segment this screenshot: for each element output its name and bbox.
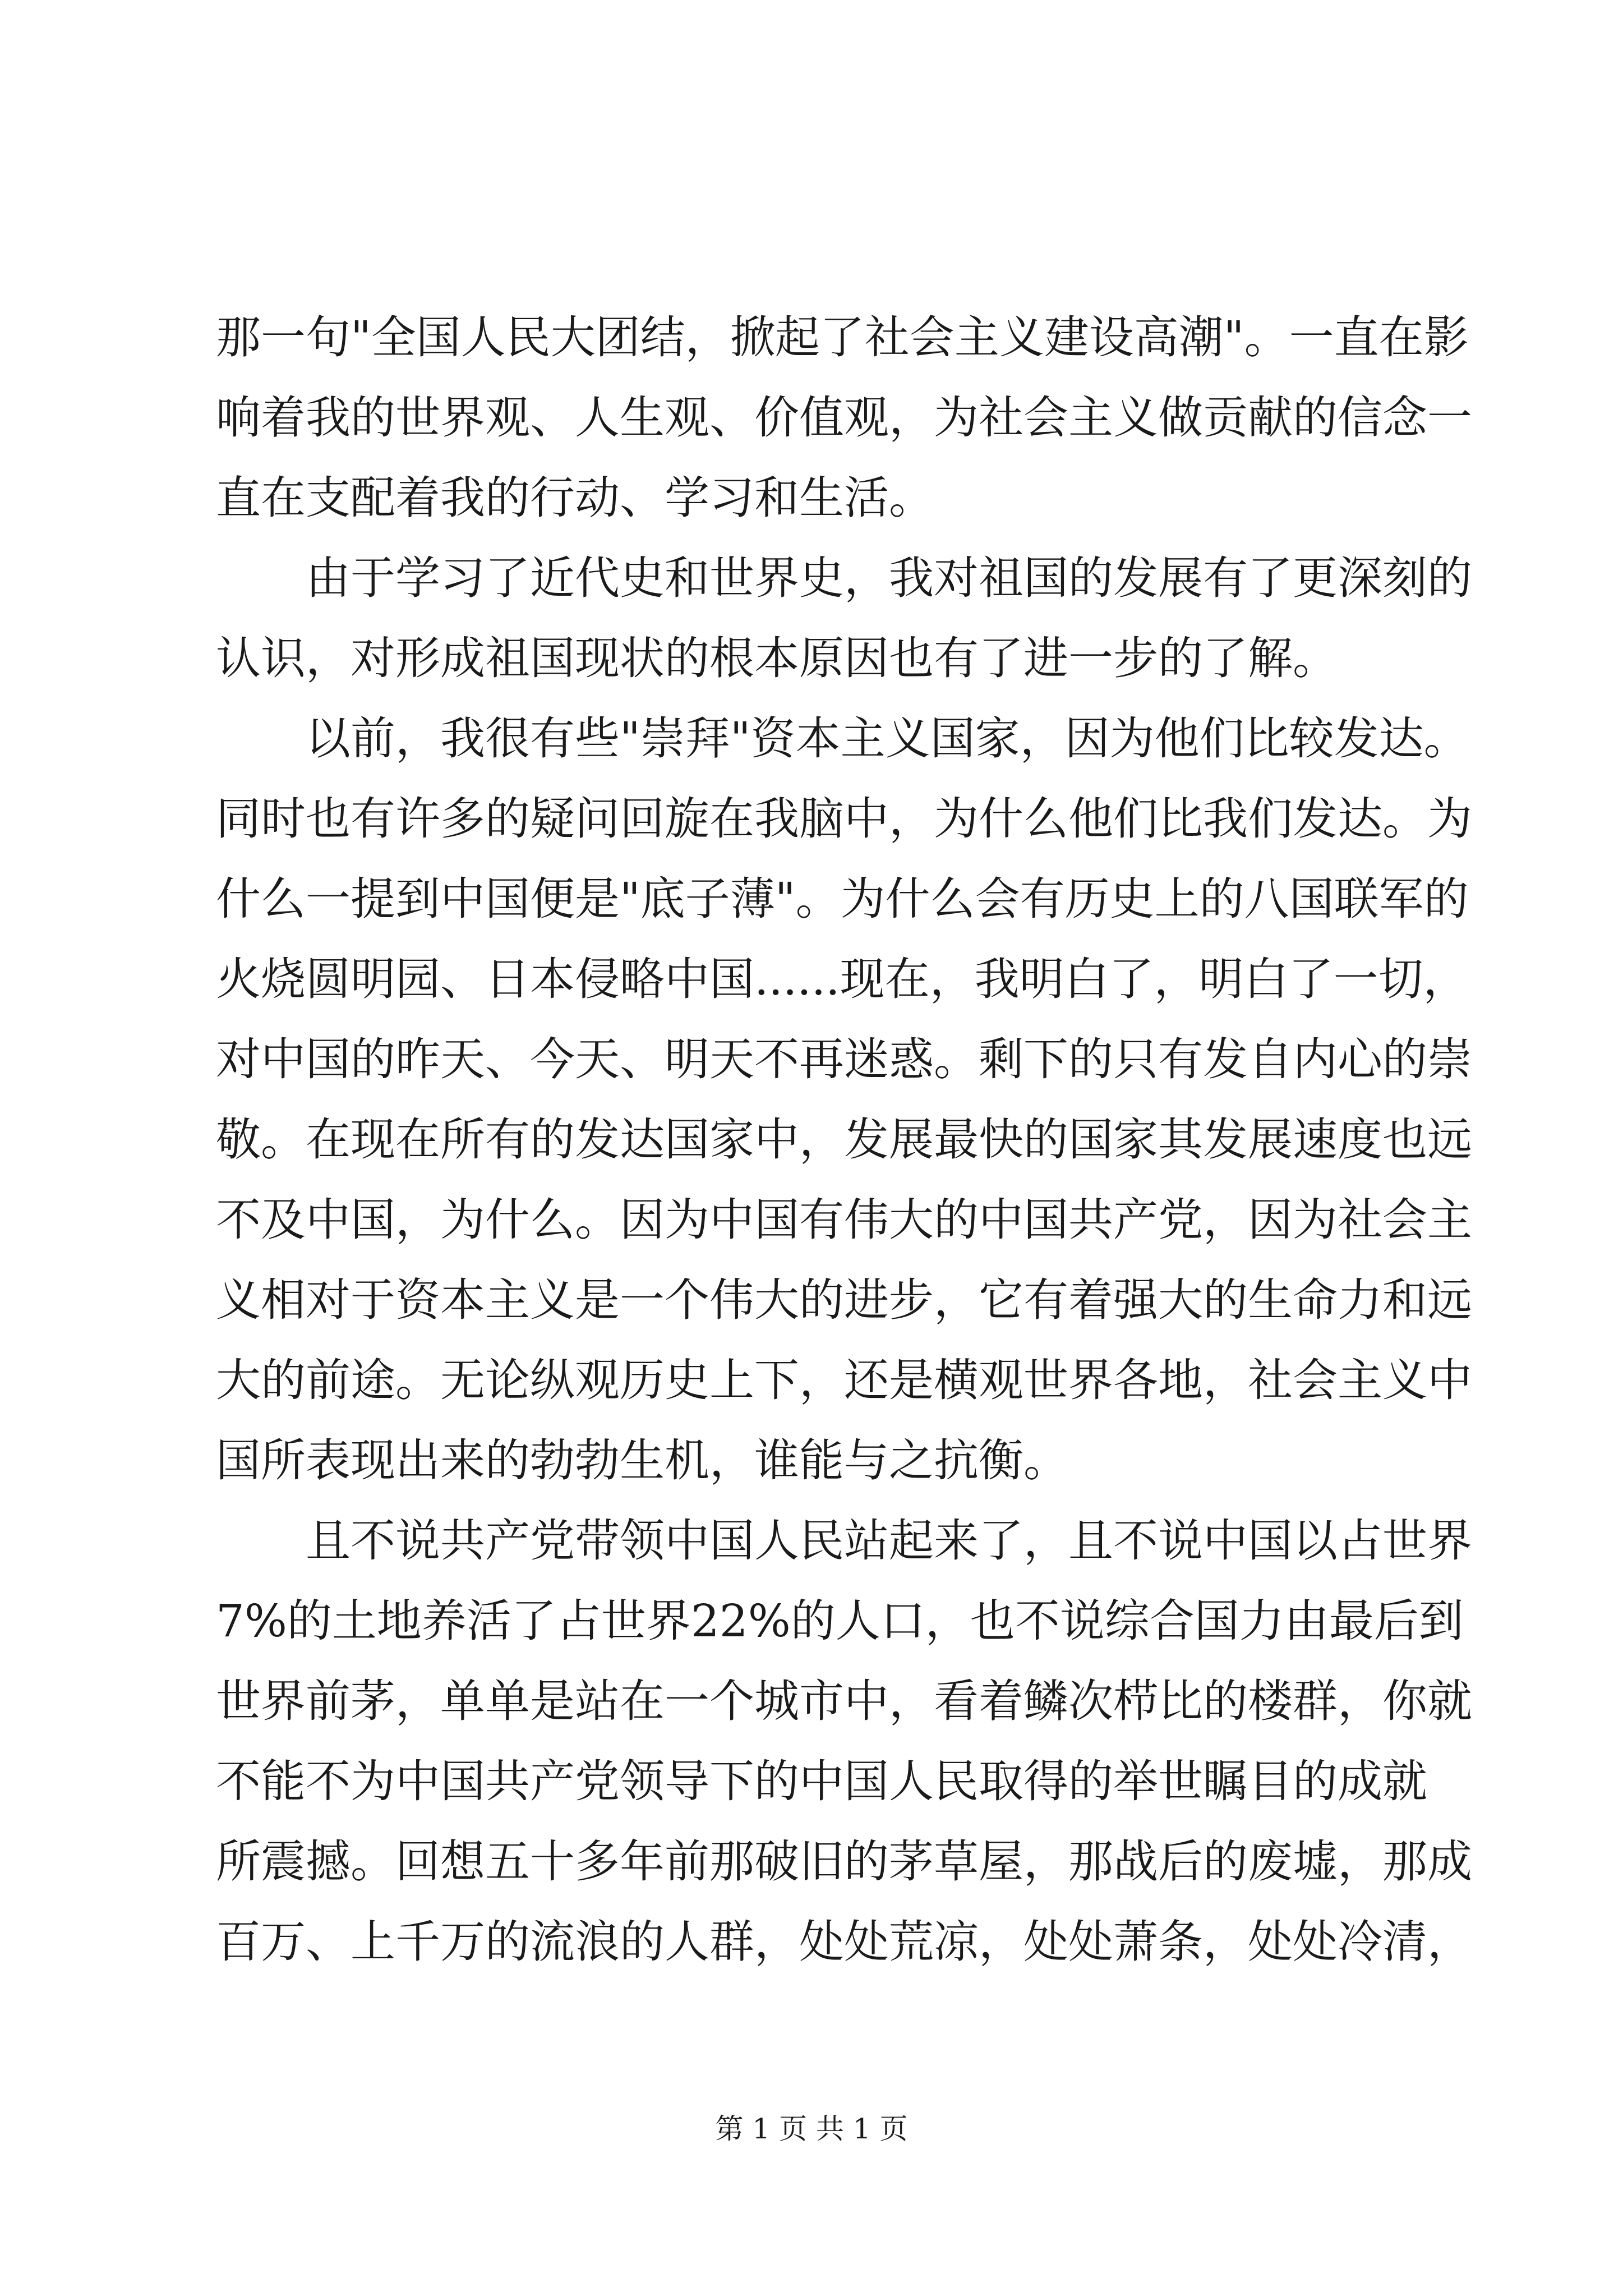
page-number-label: 第 1 页 共 1 页 <box>715 2113 908 2145</box>
text-line: 7%的土地养活了占世界22%的人口，也不说综合国力由最后到 <box>216 1595 1464 1647</box>
text-line: 同时也有许多的疑问回旋在我脑中，为什么他们比我们发达。为 <box>216 793 1472 845</box>
paragraph-4 <box>216 1501 1472 1982</box>
text-line: 认识，对形成祖国现状的根本原因也有了进一步的了解。 <box>216 632 1338 684</box>
text-line: 以前，我很有些"崇拜"资本主义国家，因为他们比较发达。 <box>306 712 1469 765</box>
text-line: 什么一提到中国便是"底子薄"。为什么会有历史上的八国联军的 <box>216 873 1469 925</box>
text-line: 义相对于资本主义是一个伟大的进步，它有着强大的生命力和远 <box>216 1274 1472 1326</box>
text-line: 且不说共产党带领中国人民站起来了，且不说中国以占世界 <box>306 1515 1472 1567</box>
text-line: 世界前茅，单单是站在一个城市中，看着鳞次栉比的楼群，你就 <box>216 1675 1472 1727</box>
text-line: 火烧圆明园、日本侵略中国......现在，我明白了，明白了一切， <box>216 953 1468 1005</box>
page-footer <box>0 2109 1623 2148</box>
text-line: 百万、上千万的流浪的人群，处处荒凉，处处萧条，处处冷清， <box>216 1916 1472 1968</box>
text-line: 由于学习了近代史和世界史，我对祖国的发展有了更深刻的 <box>306 552 1472 604</box>
text-line: 不及中国，为什么。因为中国有伟大的中国共产党，因为社会主 <box>216 1194 1472 1246</box>
paragraph-2 <box>216 538 1472 698</box>
text-line: 响着我的世界观、人生观、价值观，为社会主义做贡献的信念一 <box>216 392 1472 444</box>
text-line: 大的前途。无论纵观历史上下，还是横观世界各地，社会主义中 <box>216 1354 1472 1406</box>
text-line: 所震撼。回想五十多年前那破旧的茅草屋，那战后的废墟，那成 <box>216 1835 1472 1888</box>
text-line: 对中国的昨天、今天、明天不再迷惑。剩下的只有发自内心的崇 <box>216 1033 1472 1085</box>
text-line: 不能不为中国共产党领导下的中国人民取得的举世瞩目的成就 <box>216 1755 1427 1807</box>
text-line: 敬。在现在所有的发达国家中，发展最快的国家其发展速度也远 <box>216 1114 1472 1166</box>
text-line: 国所表现出来的勃勃生机，谁能与之抗衡。 <box>216 1434 1068 1487</box>
paragraph-3 <box>216 698 1472 1501</box>
text-line: 直在支配着我的行动、学习和生活。 <box>216 472 934 524</box>
body-text <box>216 297 1472 1982</box>
text-line: 那一句"全国人民大团结，掀起了社会主义建设高潮"。一直在影 <box>216 311 1469 364</box>
paragraph-1 <box>216 297 1472 538</box>
